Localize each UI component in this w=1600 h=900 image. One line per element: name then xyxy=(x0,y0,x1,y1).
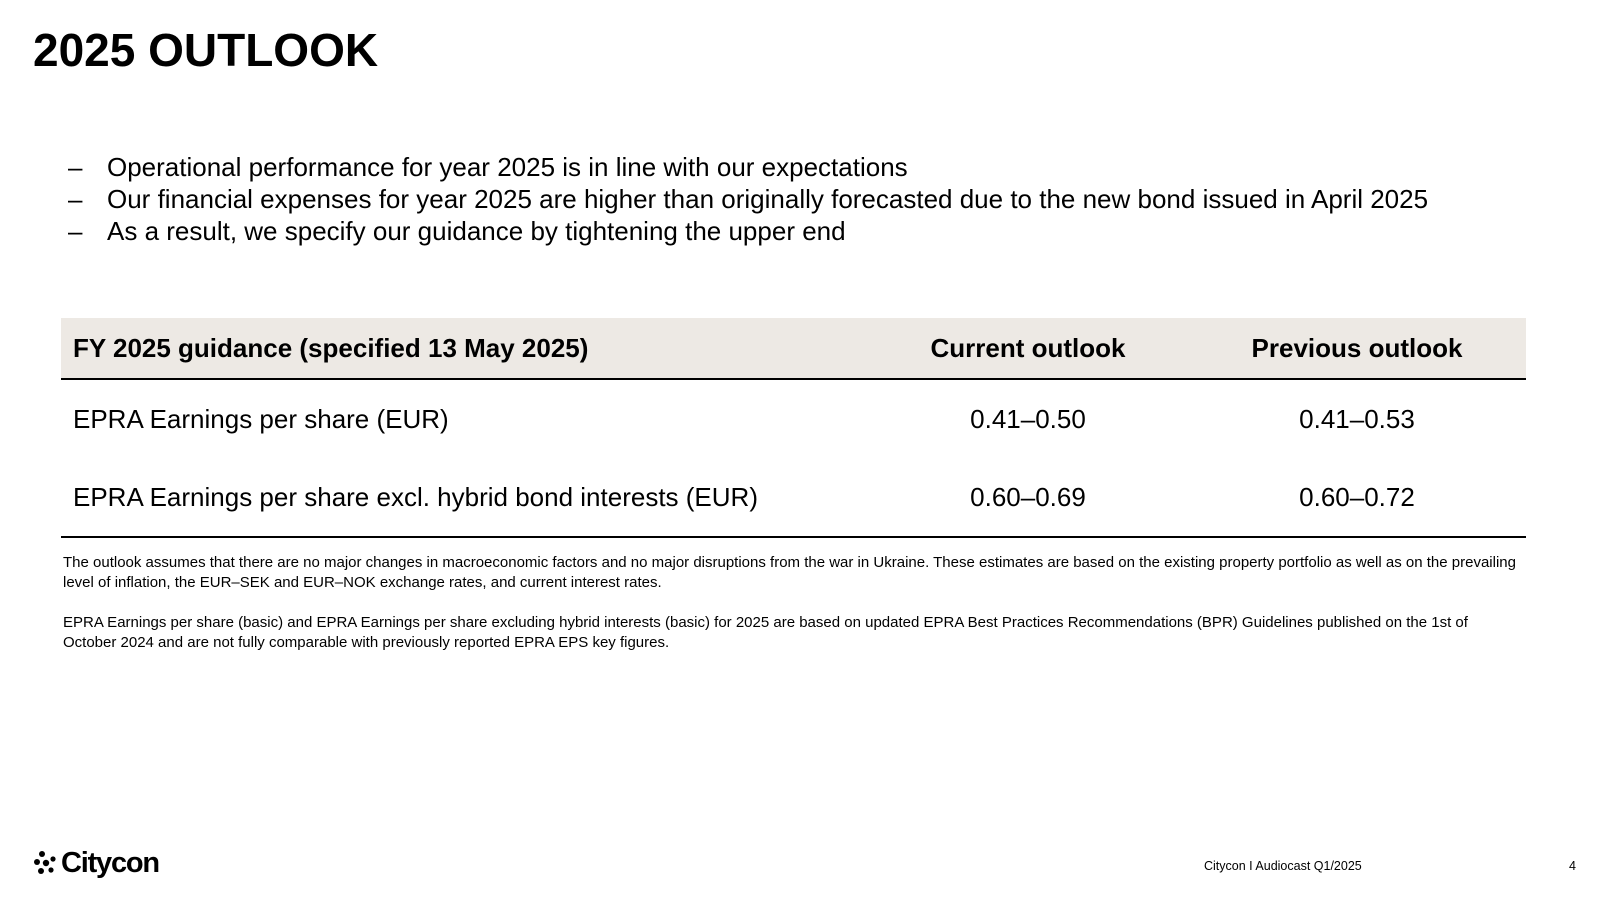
bullet-text: Our financial expenses for year 2025 are higher than originally forecasted due to the new bond issued in April 2025 xyxy=(107,184,1429,214)
bullet-dash: – xyxy=(68,216,83,246)
footnotes xyxy=(63,553,1523,673)
slide-title: 2025 OUTLOOK xyxy=(33,24,379,76)
header-row xyxy=(61,318,1526,379)
row-current-value: 0.60–0.69 xyxy=(868,458,1188,537)
citycon-dots-icon xyxy=(33,850,57,876)
bullet-item xyxy=(68,151,1428,183)
bullet-item xyxy=(68,183,1428,215)
footer-caption: Citycon I Audiocast Q1/2025 xyxy=(1204,859,1362,873)
row-previous-value: 0.41–0.53 xyxy=(1299,403,1415,434)
row-previous-value: 0.60–0.72 xyxy=(1188,458,1526,537)
bullet-list xyxy=(68,151,1428,247)
guidance-table-body xyxy=(61,379,1526,537)
row-current-value: 0.41–0.50 xyxy=(970,403,1086,434)
header-previous-outlook: Previous outlook xyxy=(1188,318,1526,379)
table-row xyxy=(61,379,1526,458)
page-number: 4 xyxy=(1569,859,1576,873)
bullet-dash: – xyxy=(68,184,83,214)
citycon-logo xyxy=(33,848,159,878)
guidance-table-header xyxy=(61,318,1526,379)
bullet-dash: – xyxy=(68,152,83,182)
header-guidance-label: FY 2025 guidance (specified 13 May 2025) xyxy=(61,318,868,379)
row-label: EPRA Earnings per share (EUR) xyxy=(73,403,449,434)
table-row xyxy=(61,458,1526,537)
row-label: EPRA Earnings per share excl. hybrid bond interests (EUR) xyxy=(61,458,868,537)
footnote-outlook-assumptions: The outlook assumes that there are no major changes in macroeconomic factors and no major disruptions from the war in Ukraine. These estimates are based on the existing property portfolio as well as on the prevailing level of inflation, the EUR–SEK and EUR–NOK exchange rates, and current interest rates. xyxy=(63,554,1516,591)
logo-wordmark: Citycon xyxy=(61,847,159,879)
bullet-item xyxy=(68,215,1428,247)
bullet-text: Operational performance for year 2025 is in line with our expectations xyxy=(107,152,908,182)
guidance-table xyxy=(61,318,1526,538)
header-current-outlook: Current outlook xyxy=(868,318,1188,379)
bullet-text: As a result, we specify our guidance by tightening the upper end xyxy=(107,216,846,246)
footnote-epra-guidelines: EPRA Earnings per share (basic) and EPRA Earnings per share excluding hybrid interests (basic) for 2025 are based on updated EPRA Best Practices Recommendations (BPR) Guidelines published on the 1st of October 2024 and are not fully comparable with previously reported EPRA EPS key figures. xyxy=(63,614,1468,651)
